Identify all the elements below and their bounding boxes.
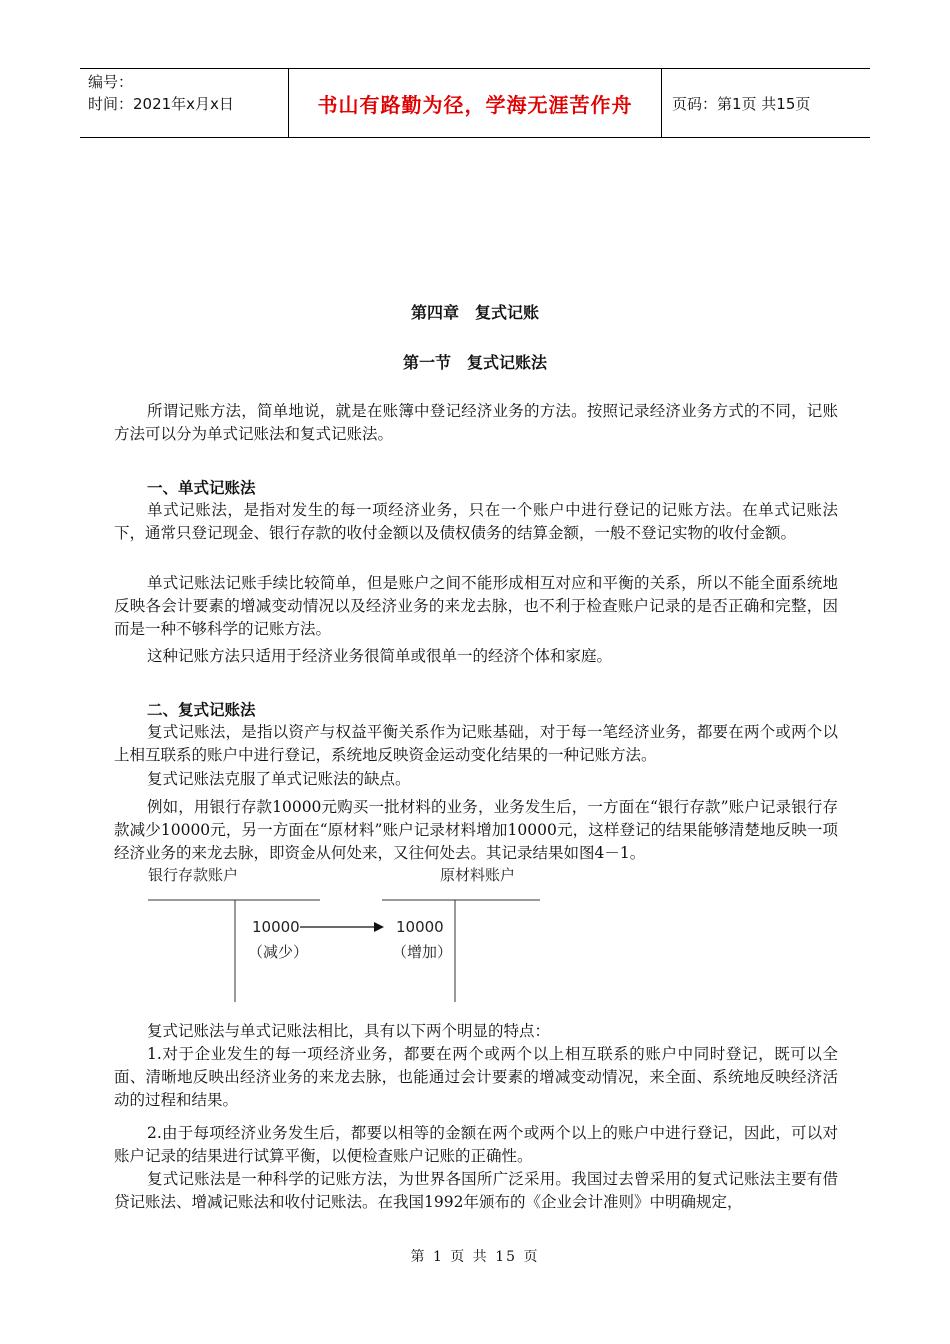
- left-amount: 10000: [252, 918, 300, 936]
- paragraph: 例如，用银行存款10000元购买一批材料的业务，业务发生后，一方面在“银行存款”账户记录银行存款减少10000元，另一方面在“原材料”账户记录材料增加10000元，这样登记的结果能够清楚地反映一项经济业务的来龙去脉，即资金从何处来，又往何处去。其记录结果如图4－1。: [114, 798, 838, 862]
- left-account-label: 银行存款账户: [148, 866, 239, 884]
- header-info: [80, 69, 289, 137]
- chapter-title: 第四章 复式记账: [410, 303, 539, 322]
- page-footer: 第 1 页 共 15 页: [410, 1249, 540, 1265]
- right-account-label: 原材料账户: [440, 866, 516, 884]
- left-note: （减少）: [248, 943, 309, 961]
- paragraph: 这种记账方法只适用于经济业务很简单或很单一的经济个体和家庭。: [147, 647, 613, 665]
- paragraph: 复式记账法与单式记账法相比，具有以下两个明显的特点：: [147, 1022, 551, 1040]
- section-title: 第一节 复式记账法: [402, 353, 547, 372]
- heading-double-entry: 二、复式记账法: [147, 701, 256, 719]
- paragraph: 复式记账法是一种科学的记账方法，为世界各国所广泛采用。我国过去曾采用的复式记账法主要有借贷记账法、增减记账法和收付记账法。在我国1992年颁布的《企业会计准则》中明确规定，: [114, 1170, 838, 1211]
- number-label: 编号：: [88, 73, 134, 91]
- right-note: （增加）: [392, 943, 453, 961]
- right-amount: 10000: [396, 918, 444, 936]
- arrow-head-icon: [374, 922, 384, 932]
- paragraph: 单式记账法，是指对发生的每一项经济业务，只在一个账户中进行登记的记账方法。在单式记账法下，通常只登记现金、银行存款的收付金额以及债权债务的结算金额，一般不登记实物的收付金额。: [114, 501, 838, 542]
- paragraph: 复式记账法，是指以资产与权益平衡关系作为记账基础，对于每一笔经济业务，都要在两个或两个以上相互联系的账户中进行登记，系统地反映资金运动变化结果的一种记账方法。: [114, 723, 838, 764]
- header-motto: 书山有路勤为径，学海无涯苦作舟: [289, 69, 662, 137]
- paragraph: 2.由于每项经济业务发生后，都要以相等的金额在两个或两个以上的账户中进行登记，因此，可以对账户记录的结果进行试算平衡，以便检查账户记账的正确性。: [114, 1124, 838, 1165]
- header-page-code: 页码：第1页 共15页: [672, 94, 811, 113]
- paragraph: 单式记账法记账手续比较简单，但是账户之间不能形成相互对应和平衡的关系，所以不能全面系统地反映各会计要素的增减变动情况以及经济业务的来龙去脉，也不利于检查账户记录的是否正确和完整，因而是一种不够科学的记账方法。: [114, 574, 838, 638]
- paragraph: 1.对于企业发生的每一项经济业务，都要在两个或两个以上相互联系的账户中同时登记，既可以全面、清晰地反映出经济业务的来龙去脉，也能通过会计要素的增减变动情况，来全面、系统地反映经济活动的过程和结果。: [114, 1045, 838, 1109]
- page-header: [80, 68, 870, 138]
- heading-single-entry: 一、单式记账法: [147, 479, 256, 497]
- t-account-diagram: [140, 862, 560, 1012]
- paragraph: 复式记账法克服了单式记账法的缺点。: [147, 770, 411, 788]
- paragraph: 所谓记账方法，简单地说，就是在账簿中登记经济业务的方法。按照记录经济业务方式的不同，记账方法可以分为单式记账法和复式记账法。: [114, 402, 838, 443]
- time-label: 时间：2021年x月x日: [88, 95, 234, 113]
